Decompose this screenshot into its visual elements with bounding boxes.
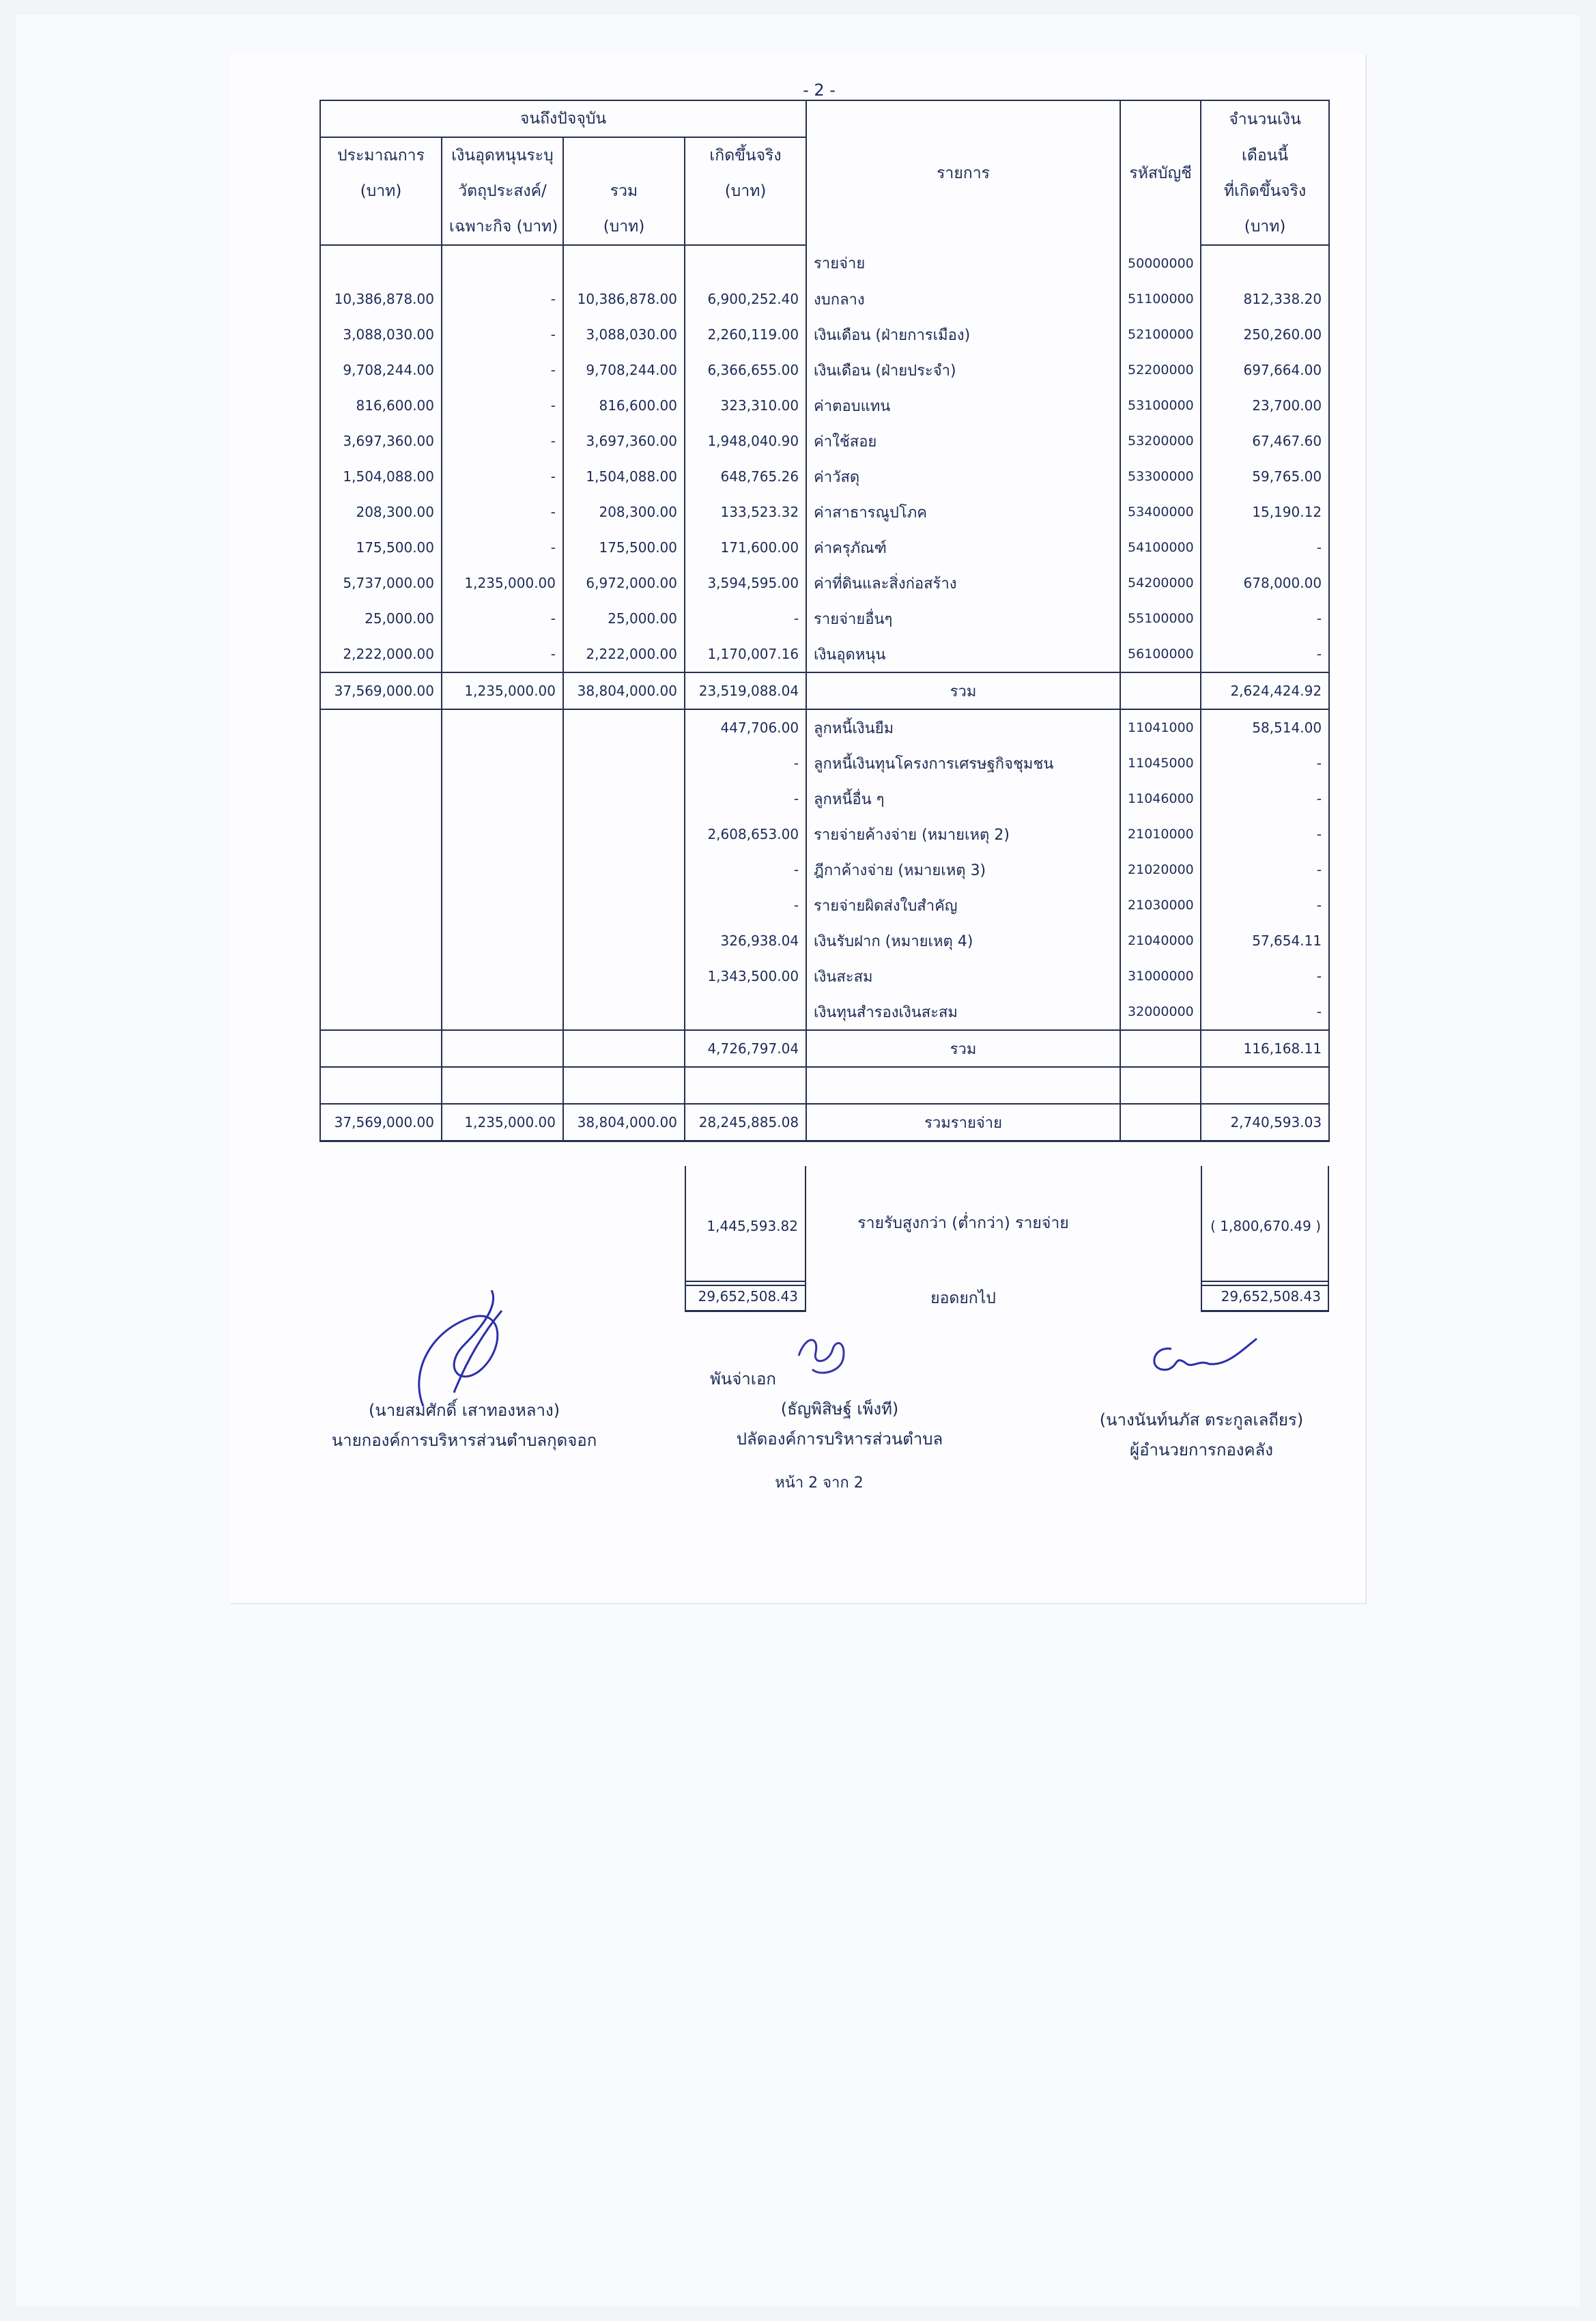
other-cell-actual: - (685, 781, 806, 816)
other-cell-code: 31000000 (1120, 958, 1201, 994)
header-actual-2: (บาท) (685, 173, 806, 209)
other-cell-month: - (1201, 816, 1329, 852)
expense-cell-code: 54100000 (1120, 530, 1201, 565)
signature-block-middle (696, 1364, 983, 1454)
expense-cell-code: 51100000 (1120, 281, 1201, 317)
expense-cell-code: 55100000 (1120, 601, 1201, 636)
expense-cell-subsidy: - (442, 281, 563, 317)
expense-cell-total: 175,500.00 (563, 530, 685, 565)
page-number-top: - 2 - (803, 81, 836, 100)
expense-cell-month: 678,000.00 (1201, 565, 1329, 601)
header-subsidy-2: วัตถุประสงค์/ (442, 173, 563, 209)
other-cell-month: - (1201, 958, 1329, 994)
other-row (320, 887, 1329, 923)
expense-cell-subsidy: - (442, 494, 563, 530)
expense-row (320, 423, 1329, 459)
expense-cell-total: 9,708,244.00 (563, 352, 685, 388)
expense-cell-code: 52200000 (1120, 352, 1201, 388)
other-cell-code: 32000000 (1120, 994, 1201, 1030)
other-cell-month: 58,514.00 (1201, 709, 1329, 745)
signer-middle-name: (ธัญพิสิษฐ์ เพ็งที) (780, 1399, 899, 1419)
expense-cell-item: เงินเดือน (ฝ่ายประจำ) (806, 352, 1120, 388)
other-row (320, 958, 1329, 994)
surplus-month: ( 1,800,670.49 ) (1210, 1218, 1321, 1234)
expense-cell-total: 1,504,088.00 (563, 459, 685, 494)
expense-row (320, 281, 1329, 317)
expense-cell-item: เงินอุดหนุน (806, 636, 1120, 672)
expense-cell-actual: 3,594,595.00 (685, 565, 806, 601)
expense-cell-month: - (1201, 636, 1329, 672)
other-cell-actual: 1,343,500.00 (685, 958, 806, 994)
other-cell-item: เงินทุนสำรองเงินสะสม (806, 994, 1120, 1030)
expense-row (320, 459, 1329, 494)
header-budget-1: ประมาณการ (320, 137, 442, 173)
signer-middle-title: ปลัดองค์การบริหารส่วนตำบล (736, 1429, 943, 1449)
expense-cell-item: ค่าที่ดินและสิ่งก่อสร้าง (806, 565, 1120, 601)
other-cell-month: 57,654.11 (1201, 923, 1329, 958)
expense-total-row: 37,569,000.00 1,235,000.00 38,804,000.00 23,519,088.04 รวม 2,624,424.92 (320, 672, 1329, 709)
expense-row (320, 388, 1329, 423)
expense-cell-code: 56100000 (1120, 636, 1201, 672)
carry-forward-month-box (1201, 1281, 1329, 1312)
expense-cell-month: 23,700.00 (1201, 388, 1329, 423)
expense-cell-item: รายจ่ายอื่นๆ (806, 601, 1120, 636)
expense-cell-month: 812,338.20 (1201, 281, 1329, 317)
expense-cell-item: เงินเดือน (ฝ่ายการเมือง) (806, 317, 1120, 352)
header-budget-2: (บาท) (320, 173, 442, 209)
expense-cell-actual: 6,900,252.40 (685, 281, 806, 317)
header-subsidy-3: เฉพาะกิจ (บาท) (442, 209, 563, 245)
expense-cell-subsidy: - (442, 352, 563, 388)
expense-row (320, 565, 1329, 601)
expense-cell-budget: 5,737,000.00 (320, 565, 442, 601)
blank-row (320, 1067, 1329, 1104)
expense-ledger-table (319, 100, 1330, 1142)
signer-middle-rank: พันจ่าเอก (710, 1369, 776, 1389)
expense-cell-item: ค่าวัสดุ (806, 459, 1120, 494)
other-row (320, 994, 1329, 1030)
expense-row (320, 317, 1329, 352)
other-row (320, 816, 1329, 852)
signer-left-title: นายกองค์การบริหารส่วนตำบลกุดจอก (331, 1431, 597, 1450)
expense-cell-code: 53100000 (1120, 388, 1201, 423)
header-code: รหัสบัญชี (1120, 100, 1201, 245)
page-footer: หน้า 2 จาก 2 (775, 1475, 864, 1492)
signature-director (1144, 1335, 1260, 1383)
signer-right-title: ผู้อำนวยการกองคลัง (1130, 1440, 1273, 1459)
expense-cell-item: ค่าครุภัณฑ์ (806, 530, 1120, 565)
expense-row (320, 636, 1329, 672)
other-cell-code: 21030000 (1120, 887, 1201, 923)
expense-section-code: 50000000 (1120, 245, 1201, 281)
signature-block-left (321, 1395, 608, 1455)
expense-cell-total: 3,697,360.00 (563, 423, 685, 459)
signature-mayor (403, 1290, 539, 1413)
expense-cell-actual: 1,170,007.16 (685, 636, 806, 672)
expense-cell-code: 54200000 (1120, 565, 1201, 601)
expense-cell-month: - (1201, 601, 1329, 636)
expense-cell-budget: 1,504,088.00 (320, 459, 442, 494)
other-cell-actual: - (685, 745, 806, 781)
expense-cell-code: 53400000 (1120, 494, 1201, 530)
other-cell-item: รายจ่ายค้างจ่าย (หมายเหตุ 2) (806, 816, 1120, 852)
surplus-actual: 1,445,593.82 (707, 1218, 798, 1234)
expense-cell-subsidy: - (442, 317, 563, 352)
other-cell-month: - (1201, 781, 1329, 816)
expense-cell-subsidy: - (442, 601, 563, 636)
other-cell-actual: 326,938.04 (685, 923, 806, 958)
expense-row (320, 601, 1329, 636)
expense-cell-budget: 208,300.00 (320, 494, 442, 530)
expense-cell-total: 6,972,000.00 (563, 565, 685, 601)
expense-cell-month: 59,765.00 (1201, 459, 1329, 494)
carry-forward-month: 29,652,508.43 (1221, 1288, 1321, 1305)
carry-forward-actual-box (685, 1281, 806, 1312)
other-total-row: 4,726,797.04 รวม 116,168.11 (320, 1030, 1329, 1067)
header-total-1: รวม (563, 173, 685, 209)
expense-cell-month: 250,260.00 (1201, 317, 1329, 352)
expense-row (320, 352, 1329, 388)
expense-cell-budget: 25,000.00 (320, 601, 442, 636)
other-cell-code: 21040000 (1120, 923, 1201, 958)
expense-cell-item: ค่าตอบแทน (806, 388, 1120, 423)
other-row (320, 709, 1329, 745)
expense-cell-budget: 10,386,878.00 (320, 281, 442, 317)
expense-cell-code: 52100000 (1120, 317, 1201, 352)
expense-cell-subsidy: 1,235,000.00 (442, 565, 563, 601)
other-cell-item: ลูกหนี้เงินทุนโครงการเศรษฐกิจชุมชน (806, 745, 1120, 781)
other-cell-month: - (1201, 887, 1329, 923)
other-row (320, 781, 1329, 816)
expense-cell-total: 10,386,878.00 (563, 281, 685, 317)
other-cell-actual: - (685, 852, 806, 887)
header-month-2: เดือนนี้ (1201, 137, 1329, 173)
expense-cell-subsidy: - (442, 530, 563, 565)
other-cell-month: - (1201, 745, 1329, 781)
header-actual-1: เกิดขึ้นจริง (685, 137, 806, 173)
expense-cell-budget: 9,708,244.00 (320, 352, 442, 388)
expense-cell-item: งบกลาง (806, 281, 1120, 317)
surplus-label: รายรับสูงกว่า (ต่ำกว่า) รายจ่าย (857, 1214, 1069, 1232)
other-row (320, 745, 1329, 781)
expense-cell-budget: 2,222,000.00 (320, 636, 442, 672)
signature-block-right (1072, 1405, 1331, 1465)
other-cell-item: รายจ่ายผิดส่งใบสำคัญ (806, 887, 1120, 923)
other-cell-item: เงินรับฝาก (หมายเหตุ 4) (806, 923, 1120, 958)
other-cell-actual: - (685, 887, 806, 923)
expense-cell-actual: 1,948,040.90 (685, 423, 806, 459)
surplus-actual-box (685, 1166, 806, 1286)
header-item: รายการ (806, 100, 1120, 245)
other-cell-code: 11045000 (1120, 745, 1201, 781)
grand-total-row: 37,569,000.00 1,235,000.00 38,804,000.00 28,245,885.08 รวมรายจ่าย 2,740,593.03 (320, 1104, 1329, 1141)
expense-cell-subsidy: - (442, 388, 563, 423)
expense-cell-month: 67,467.60 (1201, 423, 1329, 459)
expense-cell-subsidy: - (442, 459, 563, 494)
other-cell-actual: 2,608,653.00 (685, 816, 806, 852)
expense-cell-actual: 171,600.00 (685, 530, 806, 565)
header-total-2: (บาท) (563, 209, 685, 245)
other-cell-item: ฎีกาค้างจ่าย (หมายเหตุ 3) (806, 852, 1120, 887)
expense-cell-month: 697,664.00 (1201, 352, 1329, 388)
header-month-3: ที่เกิดขึ้นจริง (1201, 173, 1329, 209)
expense-cell-code: 53300000 (1120, 459, 1201, 494)
surplus-month-box (1201, 1166, 1329, 1286)
header-month-1: จำนวนเงิน (1201, 100, 1329, 137)
expense-cell-actual: - (685, 601, 806, 636)
expense-cell-code: 53200000 (1120, 423, 1201, 459)
expense-cell-item: ค่าสาธารณูปโภค (806, 494, 1120, 530)
expense-cell-actual: 323,310.00 (685, 388, 806, 423)
expense-cell-actual: 133,523.32 (685, 494, 806, 530)
signer-right-name: (นางนันท์นภัส ตระกูลเลถียร) (1099, 1410, 1304, 1429)
expense-cell-budget: 816,600.00 (320, 388, 442, 423)
expense-cell-subsidy: - (442, 636, 563, 672)
expense-cell-total: 208,300.00 (563, 494, 685, 530)
expense-cell-total: 2,222,000.00 (563, 636, 685, 672)
other-cell-month: - (1201, 852, 1329, 887)
expense-cell-item: ค่าใช้สอย (806, 423, 1120, 459)
header-subsidy-1: เงินอุดหนุนระบุ (442, 137, 563, 173)
other-cell-code: 11041000 (1120, 709, 1201, 745)
other-cell-code: 11046000 (1120, 781, 1201, 816)
other-cell-month: - (1201, 994, 1329, 1030)
expense-row (320, 530, 1329, 565)
other-cell-code: 21010000 (1120, 816, 1201, 852)
other-cell-actual: 447,706.00 (685, 709, 806, 745)
expense-cell-budget: 3,088,030.00 (320, 317, 442, 352)
signer-left-name: (นายสมศักดิ์ เสาทองหลาง) (368, 1401, 560, 1420)
expense-cell-actual: 648,765.26 (685, 459, 806, 494)
expense-cell-subsidy: - (442, 423, 563, 459)
carry-forward-actual: 29,652,508.43 (698, 1288, 798, 1305)
other-cell-actual (685, 994, 806, 1030)
other-cell-item: เงินสะสม (806, 958, 1120, 994)
other-row (320, 852, 1329, 887)
other-cell-item: ลูกหนี้เงินยืม (806, 709, 1120, 745)
expense-cell-month: - (1201, 530, 1329, 565)
expense-cell-budget: 3,697,360.00 (320, 423, 442, 459)
carry-forward-label: ยอดยกไป (930, 1290, 996, 1307)
expense-section-title: รายจ่าย (806, 245, 1120, 281)
expense-cell-total: 3,088,030.00 (563, 317, 685, 352)
expense-row (320, 494, 1329, 530)
expense-cell-actual: 6,366,655.00 (685, 352, 806, 388)
other-cell-item: ลูกหนี้อื่น ๆ (806, 781, 1120, 816)
header-month-4: (บาท) (1201, 209, 1329, 245)
expense-cell-total: 25,000.00 (563, 601, 685, 636)
expense-cell-total: 816,600.00 (563, 388, 685, 423)
expense-cell-actual: 2,260,119.00 (685, 317, 806, 352)
header-group-title: จนถึงปัจจุบัน (320, 100, 806, 137)
other-cell-code: 21020000 (1120, 852, 1201, 887)
expense-cell-month: 15,190.12 (1201, 494, 1329, 530)
other-row (320, 923, 1329, 958)
expense-cell-budget: 175,500.00 (320, 530, 442, 565)
